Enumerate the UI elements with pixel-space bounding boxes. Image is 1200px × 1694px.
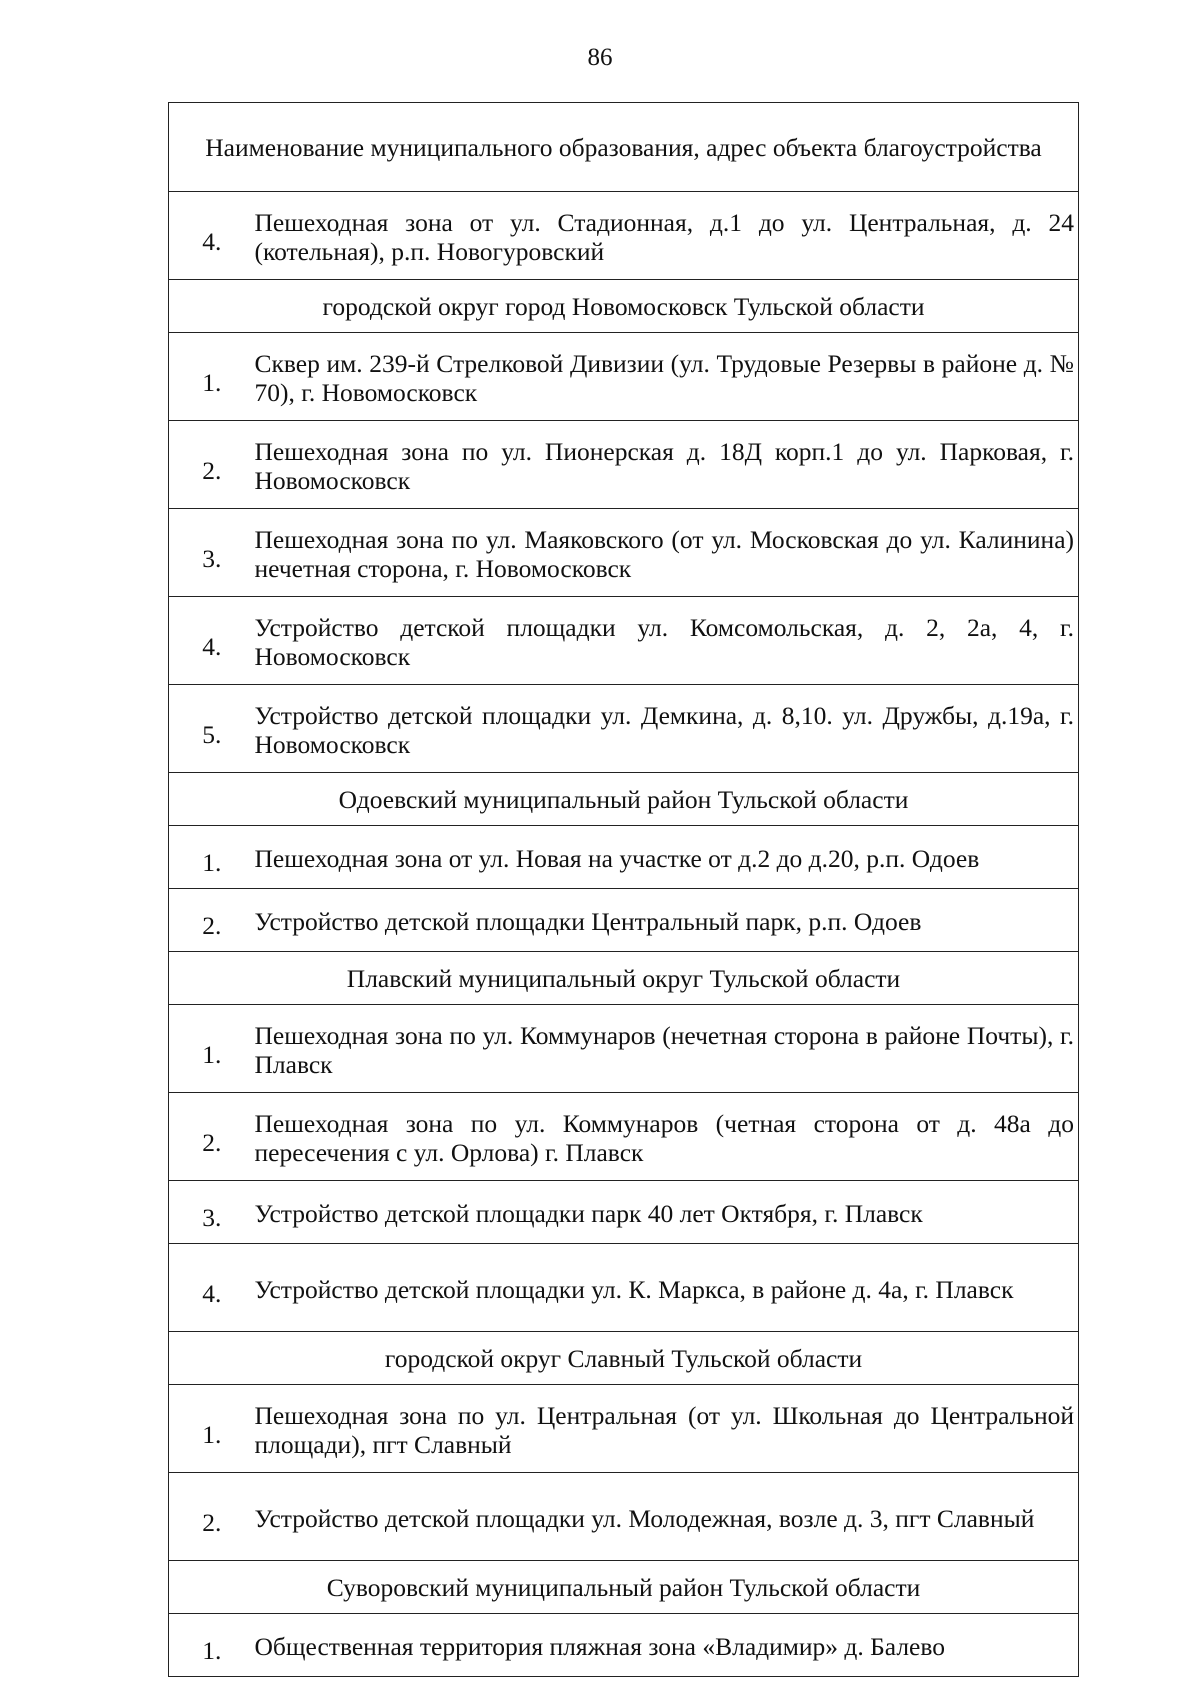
table-header-cell: Наименование муниципального образования, адрес объекта благоустройства: [169, 103, 1079, 192]
row-description: Пешеходная зона по ул. Центральная (от ул. Школьная до Центральной площади), пгт Славный: [255, 1385, 1079, 1473]
row-description: Устройство детской площадки ул. Молодежная, возле д. 3, пгт Славный: [255, 1473, 1079, 1561]
table-row: [169, 421, 1079, 509]
row-description: Пешеходная зона по ул. Коммунаров (нечетная сторона в районе Почты), г. Плавск: [255, 1005, 1079, 1093]
row-description: Пешеходная зона по ул. Маяковского (от ул. Московская до ул. Калинина) нечетная сторона, г. Новомосковск: [255, 509, 1079, 597]
table-row: [169, 1093, 1079, 1181]
section-header-row: [169, 773, 1079, 826]
table-row: [169, 1181, 1079, 1244]
row-number: 2.: [169, 1093, 255, 1181]
table-row: [169, 1614, 1079, 1677]
table-body: [169, 103, 1079, 1677]
section-title: Суворовский муниципальный район Тульской области: [169, 1561, 1079, 1614]
row-description: Общественная территория пляжная зона «Владимир» д. Балево: [255, 1614, 1079, 1677]
row-description: Устройство детской площадки ул. Комсомольская, д. 2, 2а, 4, г. Новомосковск: [255, 597, 1079, 685]
row-description: Пешеходная зона от ул. Новая на участке от д.2 до д.20, р.п. Одоев: [255, 826, 1079, 889]
table-row: [169, 597, 1079, 685]
objects-table: [168, 102, 1079, 1677]
row-number: 3.: [169, 1181, 255, 1244]
table-row: [169, 889, 1079, 952]
row-number: 3.: [169, 509, 255, 597]
section-header-row: [169, 1332, 1079, 1385]
section-header-row: [169, 952, 1079, 1005]
table-row: [169, 1385, 1079, 1473]
row-number: 2.: [169, 421, 255, 509]
table-row: [169, 1244, 1079, 1332]
row-number: 1.: [169, 333, 255, 421]
table-row: [169, 1005, 1079, 1093]
row-number: 1.: [169, 1385, 255, 1473]
section-title: городской округ город Новомосковск Тульской области: [169, 280, 1079, 333]
table-row: [169, 333, 1079, 421]
row-number: 1.: [169, 1005, 255, 1093]
table-row: [169, 192, 1079, 280]
row-description: Пешеходная зона от ул. Стадионная, д.1 до ул. Центральная, д. 24 (котельная), р.п. Новогуровский: [255, 192, 1079, 280]
table-row: [169, 509, 1079, 597]
section-title: Одоевский муниципальный район Тульской области: [169, 773, 1079, 826]
row-description: Устройство детской площадки ул. Демкина, д. 8,10. ул. Дружбы, д.19а, г. Новомосковск: [255, 685, 1079, 773]
section-title: городской округ Славный Тульской области: [169, 1332, 1079, 1385]
section-header-row: [169, 1561, 1079, 1614]
row-description: Пешеходная зона по ул. Пионерская д. 18Д корп.1 до ул. Парковая, г. Новомосковск: [255, 421, 1079, 509]
table-row: [169, 826, 1079, 889]
row-number: 2.: [169, 1473, 255, 1561]
table-header-row: [169, 103, 1079, 192]
table-row: [169, 1473, 1079, 1561]
table-row: [169, 685, 1079, 773]
row-number: 1.: [169, 826, 255, 889]
row-description: Устройство детской площадки Центральный парк, р.п. Одоев: [255, 889, 1079, 952]
row-number: 2.: [169, 889, 255, 952]
row-description: Пешеходная зона по ул. Коммунаров (четная сторона от д. 48а до пересечения с ул. Орлова) г. Плавск: [255, 1093, 1079, 1181]
section-header-row: [169, 280, 1079, 333]
row-number: 1.: [169, 1614, 255, 1677]
row-number: 4.: [169, 1244, 255, 1332]
row-number: 4.: [169, 597, 255, 685]
row-description: Устройство детской площадки парк 40 лет Октября, г. Плавск: [255, 1181, 1079, 1244]
row-description: Сквер им. 239-й Стрелковой Дивизии (ул. Трудовые Резервы в районе д. № 70), г. Новомосковск: [255, 333, 1079, 421]
section-title: Плавский муниципальный округ Тульской области: [169, 952, 1079, 1005]
row-number: 4.: [169, 192, 255, 280]
row-number: 5.: [169, 685, 255, 773]
page-number: 86: [587, 44, 613, 71]
row-description: Устройство детской площадки ул. К. Маркса, в районе д. 4а, г. Плавск: [255, 1244, 1079, 1332]
